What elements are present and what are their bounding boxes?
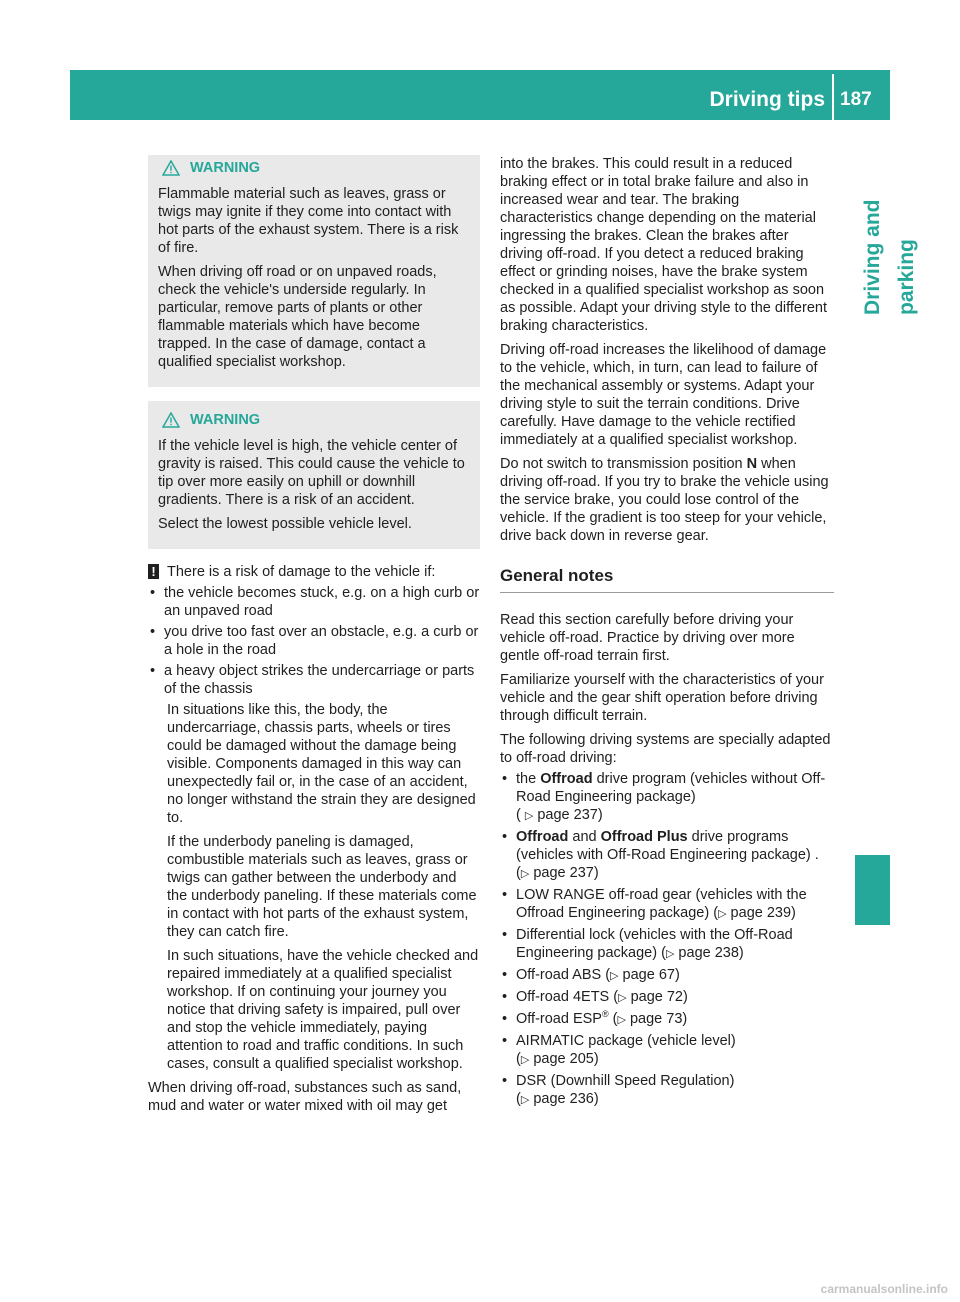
list-item bbox=[500, 1032, 834, 1069]
text-run: ( bbox=[516, 1091, 521, 1107]
page-ref-arrow-icon: ▷ bbox=[520, 1094, 530, 1106]
left-column bbox=[148, 155, 480, 1115]
body-paragraph: The following driving systems are specially adapted to off-road driving: bbox=[500, 732, 831, 766]
page-ref-arrow-icon: ▷ bbox=[665, 948, 675, 960]
text-run: the bbox=[516, 771, 541, 787]
text-run: ( bbox=[516, 807, 525, 823]
warning-triangle-icon bbox=[162, 160, 180, 176]
page-number: 187 bbox=[840, 89, 872, 110]
page-ref-link[interactable]: page 236) bbox=[529, 1091, 599, 1107]
body-paragraph bbox=[500, 455, 834, 545]
text-run: drive program (vehicles without Off-Road Engineering package) bbox=[516, 771, 826, 805]
warning-triangle-icon bbox=[162, 412, 180, 428]
text-run: Off-road 4ETS ( bbox=[516, 989, 619, 1005]
warning-text: Select the lowest possible vehicle level. bbox=[158, 516, 412, 532]
page-ref-arrow-icon: ▷ bbox=[617, 1014, 626, 1026]
note-intro: There is a risk of damage to the vehicle if: bbox=[167, 564, 436, 580]
list-item bbox=[500, 926, 834, 963]
list-item bbox=[500, 828, 834, 883]
note-paragraph: In such situations, have the vehicle checked and repaired immediately at a qualified specialist workshop. If on continuing your journey you notice that driving safety is impaired, pull over and stop the vehicle immediately, paying attention to road and traffic conditions. In such cases, consult a qualified specialist workshop. bbox=[167, 948, 479, 1072]
page-ref-link[interactable]: page 237) bbox=[533, 807, 603, 823]
footer-watermark: carmanualsonline.info bbox=[820, 1282, 948, 1296]
warning-label: WARNING bbox=[190, 160, 261, 176]
text-run: Differential lock (vehicles with the Off-Road Engineering package) ( bbox=[516, 927, 793, 961]
list-item bbox=[500, 1010, 834, 1029]
list-item bbox=[500, 770, 834, 825]
text-run: Off-road ABS ( bbox=[516, 967, 611, 983]
page-ref-arrow-icon: ▷ bbox=[618, 992, 627, 1004]
list-item bbox=[500, 1072, 834, 1109]
page-ref-link[interactable]: page 73) bbox=[625, 1011, 688, 1027]
body-paragraph: Read this section carefully before driving your vehicle off-road. Practice by driving over more gentle off-road terrain first. bbox=[500, 612, 795, 664]
note-paragraph: If the underbody paneling is damaged, combustible materials such as leaves, grass or twigs can gather between the underbody and the underbody paneling. If these materials come in contact with hot parts of the exhaust system, they can catch fire. bbox=[167, 834, 477, 940]
page-ref-arrow-icon: ▷ bbox=[524, 810, 534, 822]
registered-mark: ® bbox=[601, 1009, 609, 1020]
body-paragraph: Familiarize yourself with the characteristics of your vehicle and the gear shift operation before driving through difficult terrain. bbox=[500, 672, 824, 724]
page-ref-arrow-icon: ▷ bbox=[520, 868, 530, 880]
body-paragraph: When driving off-road, substances such as sand, mud and water or water mixed with oil may get bbox=[148, 1080, 462, 1114]
warning-label: WARNING bbox=[190, 412, 261, 428]
text-run: drive programs (vehicles with Off-Road Engineering package) . ( bbox=[516, 829, 819, 881]
body-paragraph: into the brakes. This could result in a reduced braking effect or in total brake failure and also in increased wear and tear. The braking characteristics change depending on the material ingressing the brakes. Clean the brakes after driving off-road. If you detect a reduced braking effect or grinding noises, have the brake system checked in a qualified specialist workshop as soon as possible. Adapt your driving style to the different braking characteristics. bbox=[500, 156, 827, 334]
warning-heading bbox=[158, 411, 472, 429]
damage-list bbox=[148, 584, 480, 698]
page-ref-link[interactable]: page 237) bbox=[529, 865, 599, 881]
list-item: • you drive too fast over an obstacle, e.g. a curb or a hole in the road bbox=[148, 623, 480, 659]
chapter-side-label: Driving and parking bbox=[861, 199, 918, 315]
list-item: • a heavy object strikes the undercarriage or parts of the chassis bbox=[148, 662, 480, 698]
page-ref-link[interactable]: page 67) bbox=[618, 967, 680, 983]
warning-text: If the vehicle level is high, the vehicle center of gravity is raised. This could cause the vehicle to tip over more easily on uphill or downhill gradients. There is a risk of an accident. bbox=[158, 438, 465, 508]
list-item bbox=[500, 966, 834, 985]
chapter-tab-marker bbox=[855, 855, 890, 925]
warning-heading bbox=[158, 159, 472, 177]
note-body bbox=[148, 701, 480, 1073]
warning-text: When driving off road or on unpaved roads, check the vehicle's underside regularly. In particular, remove parts of plants or other flammable materials which have become trapped. In the case of damage, contact a qualified specialist workshop. bbox=[158, 264, 437, 370]
page-ref-link[interactable]: page 205) bbox=[529, 1051, 599, 1067]
section-title: Driving tips bbox=[709, 88, 825, 111]
text-run: when driving off-road. If you try to brake the vehicle using the service brake, you could lose control of the vehicle. If the gradient is too steep for your vehicle, drive back down in reverse gear. bbox=[500, 456, 829, 544]
warning-box bbox=[148, 401, 480, 549]
page-ref-arrow-icon: ▷ bbox=[610, 970, 619, 982]
program-name: Offroad bbox=[516, 829, 569, 845]
page-ref-arrow-icon: ▷ bbox=[520, 1054, 530, 1066]
text-run: LOW RANGE off-road gear (vehicles with the Offroad Engineering package) ( bbox=[516, 887, 807, 921]
note-paragraph: In situations like this, the body, the undercarriage, chassis parts, wheels or tires could be damaged without the damage being visible. Components damaged in this way can unexpectedly fail or, in the case of an accident, no longer withstand the strain they are designed to. bbox=[167, 702, 476, 826]
gear-position: N bbox=[746, 456, 758, 472]
page-ref-link[interactable]: page 239) bbox=[726, 905, 796, 921]
page-ref-link[interactable]: page 72) bbox=[626, 989, 688, 1005]
list-item bbox=[500, 988, 834, 1007]
exclamation-icon: ! bbox=[148, 564, 159, 579]
text-run: Do not switch to transmission position bbox=[500, 456, 747, 472]
text-run: DSR (Downhill Speed Regulation) bbox=[516, 1073, 735, 1089]
header-separator bbox=[832, 74, 834, 120]
body-paragraph: Driving off-road increases the likelihood of damage to the vehicle, which, in turn, can lead to failure of the mechanical assembly or systems. Adapt your driving style to suit the terrain conditions. Drive carefully. Have damage to the vehicle rectified immediately at a qualified specialist workshop. bbox=[500, 342, 827, 448]
warning-box bbox=[148, 155, 480, 387]
driving-systems-list bbox=[500, 770, 834, 1109]
text-run: ( bbox=[516, 1051, 521, 1067]
program-name: Offroad bbox=[540, 771, 593, 787]
note-row bbox=[148, 563, 480, 581]
text-run: ( bbox=[608, 1011, 618, 1027]
text-run: and bbox=[568, 829, 601, 845]
right-column bbox=[500, 155, 834, 1112]
list-item: • the vehicle becomes stuck, e.g. on a high curb or an unpaved road bbox=[148, 584, 480, 620]
page-ref-arrow-icon: ▷ bbox=[718, 908, 727, 920]
list-item bbox=[500, 886, 834, 923]
section-heading: General notes bbox=[500, 567, 834, 593]
text-run: Off-road ESP bbox=[516, 1011, 602, 1027]
program-name: Offroad Plus bbox=[600, 829, 688, 845]
text-run: AIRMATIC package (vehicle level) bbox=[516, 1033, 736, 1049]
page-ref-link[interactable]: page 238) bbox=[674, 945, 744, 961]
warning-text: Flammable material such as leaves, grass or twigs may ignite if they come into contact with hot parts of the exhaust system. There is a risk of fire. bbox=[158, 186, 459, 256]
